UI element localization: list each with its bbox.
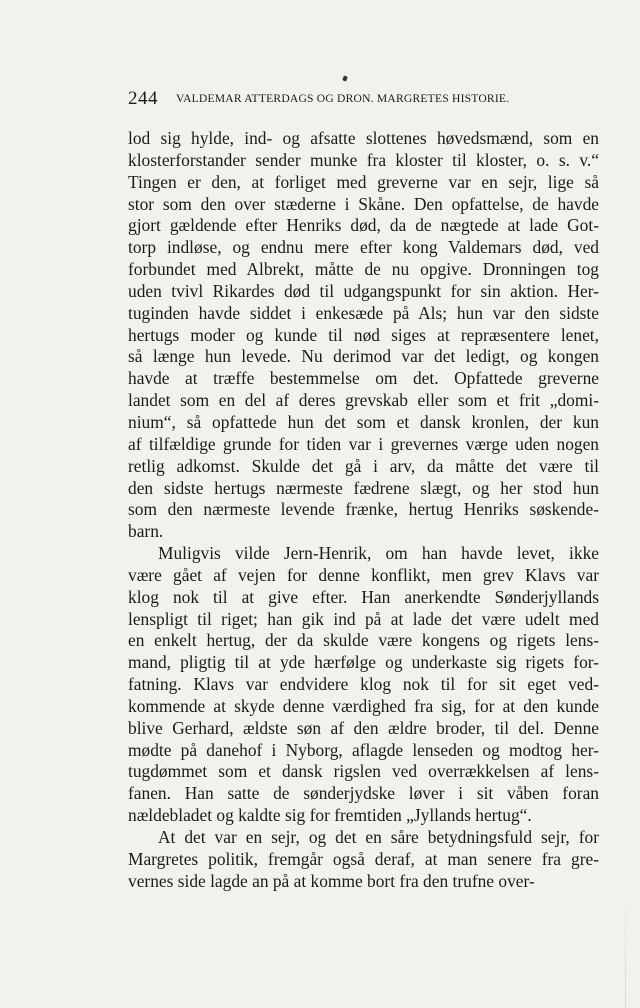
- text-line: mand, pligtig til at yde hærfølge og underkaste sig rigets for-: [128, 652, 599, 673]
- text-line: At det var en sejr, og det en såre betydningsfuld sejr, for: [158, 827, 599, 847]
- paragraph: [128, 128, 599, 543]
- text-line: Tingen er den, at forliget med greverne var en sejr, lige så: [128, 171, 599, 192]
- body-text: [128, 128, 599, 893]
- text-line: retlig adkomst. Skulde det gå i arv, da måtte det være til: [128, 455, 599, 476]
- text-line: en enkelt hertug, der da skulde være kongens og rigets lens-: [128, 630, 599, 651]
- text-line: vernes side lagde an på at komme bort fra den trufne over-: [128, 870, 535, 891]
- text-line: tugdømmet som et dansk rigslen ved overrækkelsen af lens-: [128, 761, 599, 782]
- text-line: barn.: [128, 521, 164, 542]
- page-number: 244: [128, 88, 158, 109]
- paragraph: [128, 827, 599, 893]
- text-line: hertugs moder og kunde til nød siges at repræsentere lenet,: [128, 324, 599, 345]
- paragraph: [128, 543, 599, 827]
- text-line: Muligvis vilde Jern-Henrik, om han havde levet, ikke: [158, 543, 599, 564]
- text-line: stor som den over stæderne i Skåne. Den opfattelse, de havde: [128, 193, 599, 214]
- page-header: [128, 88, 598, 110]
- text-line: blive Gerhard, ældste søn af den ældre broder, til del. Denne: [128, 717, 599, 738]
- text-line: uden tvivl Rikardes død til udgangspunkt for sin aktion. Her-: [128, 280, 599, 301]
- text-line: nældebladet og kaldte sig for fremtiden „Jyllands hertug“.: [128, 805, 532, 826]
- text-line: fanen. Han satte de sønderjydske løver i sit våben foran: [128, 783, 599, 804]
- text-line: lenspligt til riget; han gik ind på at lade det være udelt med: [128, 608, 599, 629]
- text-line: som den nærmeste levende frænke, hertug Henriks søskende-: [128, 499, 599, 520]
- text-line: så længe hun levede. Nu derimod var det ledigt, og kongen: [128, 346, 599, 367]
- page-edge: [625, 880, 626, 1008]
- running-title: VALDEMAR ATTERDAGS OG DRON. MARGRETES HISTORIE.: [176, 92, 510, 105]
- text-line: havde at træffe bestemmelse om det. Opfattede greverne: [128, 368, 599, 389]
- text-line: lod sig hylde, ind- og afsatte slottenes høvedsmænd, som en: [128, 128, 599, 148]
- text-line: kommende at skyde denne værdighed fra sig, for at den kunde: [128, 695, 599, 716]
- text-line: nium“, så opfattede hun det som et dansk kronlen, der kun: [128, 411, 599, 432]
- text-line: gjort gældende efter Henriks død, da de nægtede at lade Got-: [128, 215, 599, 236]
- print-speck: [342, 75, 347, 81]
- text-line: den sidste hertugs nærmeste fædrene slægt, og her stod hun: [128, 477, 599, 498]
- text-line: klog nok til at give efter. Han anerkendte Sønderjyllands: [128, 586, 599, 607]
- text-line: klosterforstander sender munke fra kloster til kloster, o. s. v.“: [128, 149, 599, 170]
- text-line: tuginden havde siddet i enkesæde på Als; hun var den sidste: [128, 302, 599, 323]
- text-line: landet som en del af deres grevskab eller som et frit „domi-: [128, 390, 599, 411]
- text-line: forbundet med Albrekt, måtte de nu opgive. Dronningen tog: [128, 259, 599, 280]
- text-line: være gået af vejen for denne konflikt, men grev Klavs var: [128, 564, 599, 585]
- text-line: fatning. Klavs var endvidere klog nok til for sit eget ved-: [128, 674, 599, 695]
- text-line: mødte på danehof i Nyborg, aflagde lenseden og modtog her-: [128, 739, 599, 760]
- text-line: af tilfældige grunde for tiden var i grevernes værge uden nogen: [128, 433, 599, 454]
- text-line: torp indløse, og endnu mere efter kong Valdemars død, ved: [128, 237, 599, 258]
- text-line: Margretes politik, fremgår også deraf, at man senere fra gre-: [128, 848, 599, 869]
